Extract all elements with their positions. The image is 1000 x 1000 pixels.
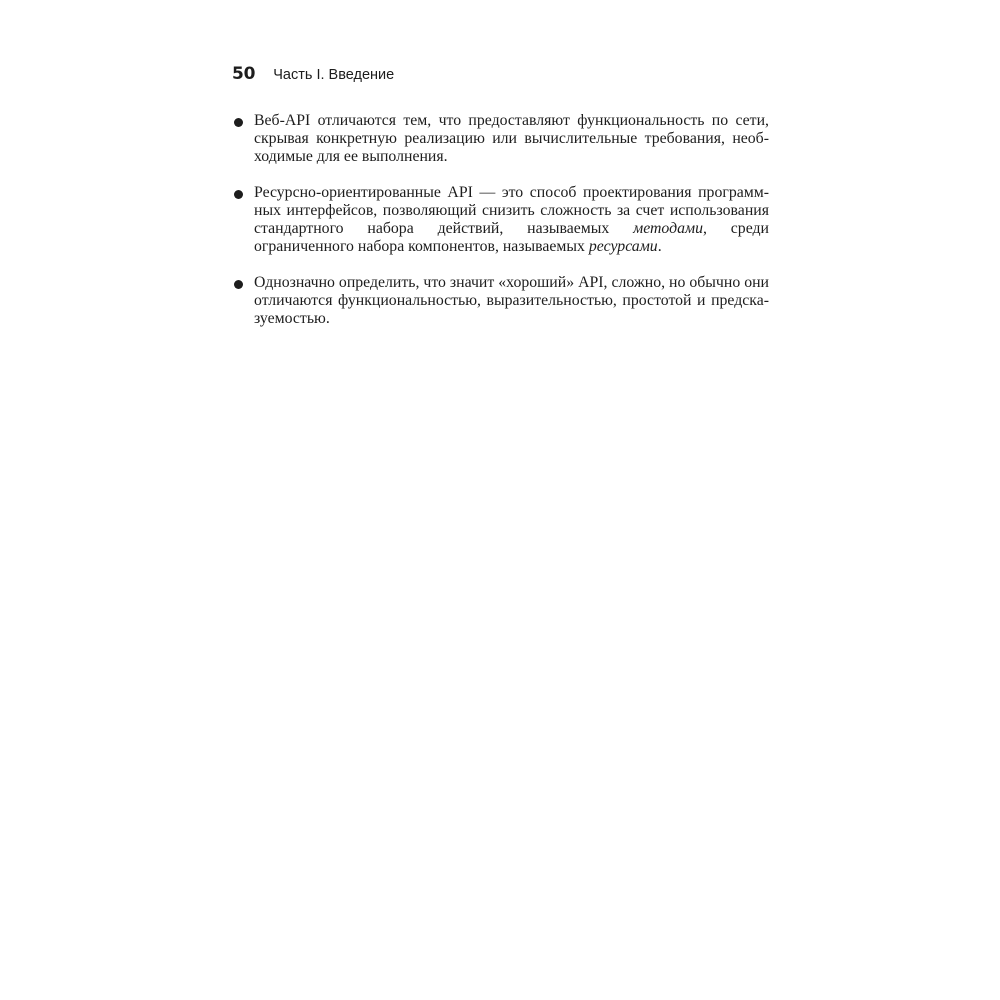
bullet-text: Однозначно определить, что значит «хороший» API, сложно, но обычно они отличаются функциональностью, выразительностью, простотой и предсказуемостью. [254,274,769,327]
bullet-item-good-api [232,274,769,328]
bullet-text-after: . [657,238,662,255]
bullet-icon [234,280,243,289]
bullet-text-before: Ресурсно-ориентированные API — это способ проектирования программных интерфейсов, позволяющий снизить сложность за счет использования стандартного набора действий, называемых [254,184,769,237]
bullet-item-web-api [232,112,769,166]
term-resources: ресурсами [588,238,658,255]
bullet-list [232,112,769,346]
running-head [232,64,394,88]
term-methods: методами [633,220,703,237]
bullet-text: Веб-API отличаются тем, что предоставляют функциональность по сети, скрывая конкретную реализацию или вычислительные требования, необходимые для ее выполнения. [254,112,769,165]
bullet-icon [234,118,243,127]
bullet-item-resource-oriented-api [232,184,769,256]
page-number: 50 [232,64,256,84]
bullet-text-middle: , среди ограниченного набора компонентов, называемых [254,220,769,255]
bullet-icon [234,190,243,199]
section-title: Часть I. Введение [273,67,395,83]
